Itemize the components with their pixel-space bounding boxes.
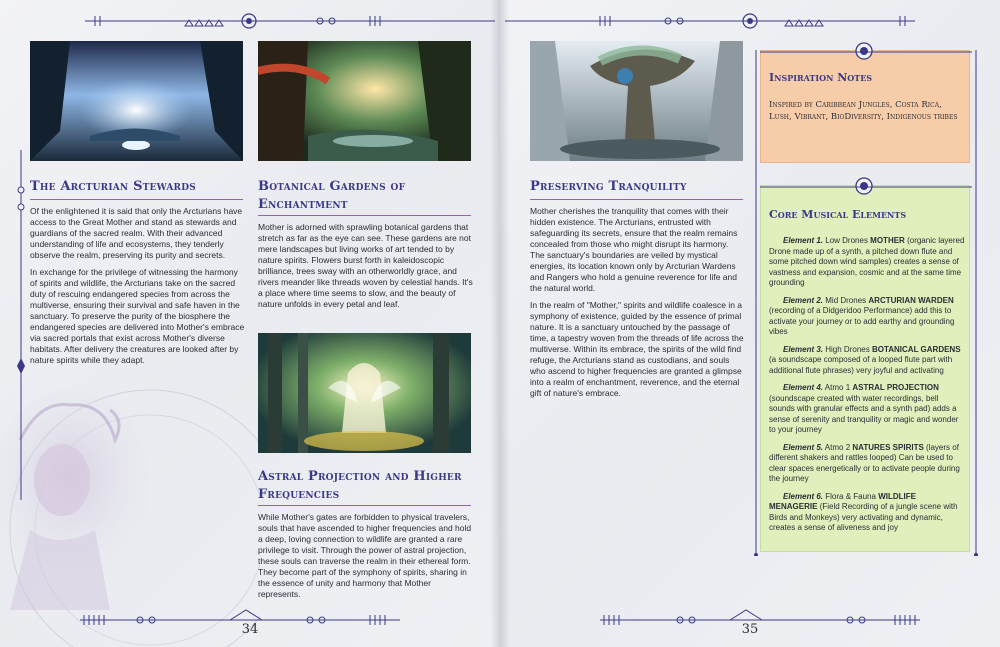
- text-preserving-tranquility: [530, 206, 745, 405]
- element-name: BOTANICAL GARDENS: [871, 344, 961, 354]
- heading-rule: [258, 215, 471, 216]
- element-label: Element 3.: [783, 344, 824, 354]
- element-description: (organic layered Drone made up of a synth, a pitched down flute and some pitched down wind samples) creates a sense of vastness and expansion, cosmic and at the same time grounding: [769, 236, 965, 287]
- page-number-left: 34: [241, 622, 259, 637]
- top-ornament: [500, 10, 920, 32]
- inspiration-notes-text: Inspired by Caribbean Jungles, Costa Rica, Lush, Vibrant, BioDiversity, Indigenous tribes: [769, 100, 958, 122]
- element-type: Low Drones: [825, 236, 868, 245]
- paragraph: While Mother's gates are forbidden to physical travelers, souls that have ascended to higher frequencies and hold a deep, loving connection to wildlife are granted a rare privilege to visit. Through the power of astral projection, these souls can traverse the realm in their ethereal form. They become part of the symphony of spirits, sharing in the essence of unity and harmony that Mother represents.: [258, 512, 472, 599]
- heading-astral-projection: Astral Projection and Higher Frequencies: [258, 469, 462, 502]
- element-label: Element 4.: [783, 383, 824, 392]
- book-gutter: [490, 0, 510, 647]
- element-type: Flora & Fauna: [825, 491, 876, 501]
- paragraph: Mother is adorned with sprawling botanical gardens that stretch as far as the eye can see. These gardens are not mere landscapes but living works of art tended to by nature spirits. Flowers burst forth in kaleidoscopic brilliance, trees sway with an otherworldly grace, and rivers meander like threads woven by celestial hands. It's a place where time seems to slow, and the beauty of nature unfolds in every petal and leaf.: [258, 222, 473, 309]
- paragraph: Mother cherishes the tranquility that comes with their hidden existence. The Arcturians, entrusted with safeguarding its secrets, ensure that the realm remains concealed from those who might disrupt its harmony. The sanctuary's boundaries are veiled by mystical energies, its location known only by Arcturian Wardens and Rangers who hold a genuine reverence for life and the natural world.: [530, 206, 738, 293]
- heading-preserving-tranquility: Preserving Tranquility: [530, 179, 687, 194]
- text-botanical-gardens: [258, 222, 473, 316]
- element-name: MOTHER: [870, 236, 905, 245]
- astral-forest-image: [258, 333, 471, 453]
- paragraph: In the realm of "Mother," spirits and wildlife coalesce in a symphony of existence, guided by the essence of primal nature. It is a sanctuary untouched by the passage of time, a tapestry woven from the threads of life across the multiverse. Within its embrace, the spirits of the wild find refuge, the Arcturians stand as custodians, and souls who ascend to higher frequencies are granted a glimpse into a realm of enchantment, reverence, and the eternal gift of nature's embrace.: [530, 300, 744, 398]
- element-name: ARCTURIAN WARDEN: [868, 295, 954, 305]
- element-name: NATURES SPIRITS: [852, 442, 924, 452]
- side-ornament: [14, 150, 28, 500]
- element-type: Mid Drones: [825, 295, 867, 305]
- text-arcturian-stewards: [30, 206, 245, 372]
- inspiration-notes-title: Inspiration Notes: [769, 71, 873, 84]
- top-ornament: [80, 10, 500, 32]
- element-description: (soundscape created with water recordings, bell sounds with granular effects and a synth pad) adds a sense of serenity and tranquility or magic and wonder to your journey: [769, 393, 959, 434]
- goddess-portrait-illustration: [0, 380, 260, 647]
- arcturian-sanctuary-image: [30, 41, 243, 161]
- ancient-tree-image: [530, 41, 743, 161]
- element-type: Atmo 1: [824, 383, 851, 392]
- element-name: ASTRAL PROJECTION: [852, 383, 939, 392]
- element-description: (a soundscape composed of a looped flute part with additional flute phrases) very joyful and activating: [769, 355, 953, 375]
- heading-botanical-gardens: Botanical Gardens of Enchantment: [258, 179, 406, 212]
- element-name: WILDLIFE MENAGERIE: [769, 491, 916, 511]
- paragraph: In exchange for the privilege of witnessing the harmony of spirits and wildlife, the Arcturians take on the sacred duty of rescuing endangered species from across the multiverse, ensuring their survival and safe haven in the sanctuary. To preserve the purity of the biosphere the endangered species are delivered into Mother's embrace via sacred portals that exist across Mother's diverse habitats. After delivery the creatures are looked after by nature spirits while they adapt.: [30, 267, 245, 365]
- heading-rule: [258, 505, 471, 506]
- text-astral-projection: [258, 512, 473, 606]
- element-label: Element 6.: [783, 491, 824, 501]
- element-label: Element 5.: [783, 442, 824, 452]
- element-description: (Field Recording of a jungle scene with Birds and Monkeys) very activating and dynamic, creates a sense of aliveness and joy: [769, 502, 958, 532]
- page-number-right: 35: [741, 622, 759, 637]
- element-label: Element 2.: [783, 295, 824, 305]
- element-label: Element 1.: [783, 236, 824, 245]
- paragraph: Of the enlightened it is said that only the Arcturians have access to the Great Mother and stand as stewards and guardians of the sacred realm. With their advanced understanding of life and ecosystems, they tenderly observe the realm, preserving its purity and secrets.: [30, 206, 243, 260]
- core-musical-elements-title: Core Musical Elements: [769, 208, 907, 221]
- element-description: (recording of a Didgeridoo Performance) add this to activate your journey or to add earthy and grounding vibes: [769, 306, 955, 336]
- heading-rule: [530, 199, 743, 200]
- element-type: High Drones: [825, 344, 870, 354]
- element-description: (layers of different shakers and rattles looped) Can be used to clear spaces energetically or to activate people during the journey: [769, 442, 960, 483]
- botanical-garden-image: [258, 41, 471, 161]
- box-side-rail: [753, 50, 979, 556]
- element-type: Atmo 2: [824, 442, 851, 452]
- heading-rule: [30, 199, 243, 200]
- heading-arcturian-stewards: The Arcturian Stewards: [30, 179, 196, 194]
